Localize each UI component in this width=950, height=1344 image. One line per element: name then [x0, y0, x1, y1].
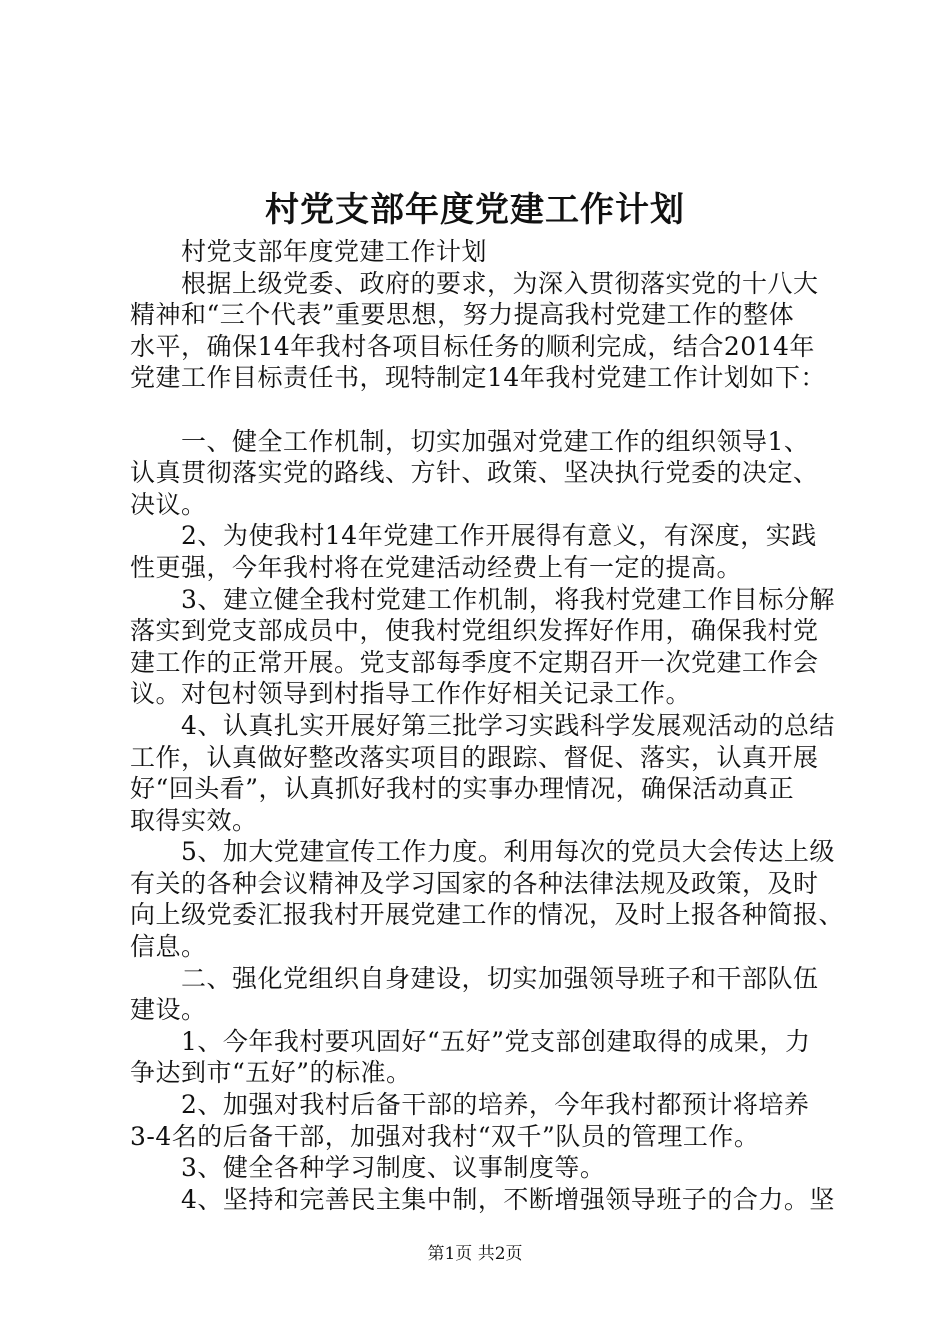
- body-line: 4、坚持和完善民主集中制，不断增强领导班子的合力。坚: [130, 1184, 835, 1214]
- body-line: 3-4名的后备干部，加强对我村“双千”队员的管理工作。: [130, 1121, 760, 1151]
- body-line: 水平，确保14年我村各项目标任务的顺利完成，结合2014年: [130, 331, 815, 361]
- body-line: 精神和“三个代表”重要思想，努力提高我村党建工作的整体: [130, 300, 795, 330]
- body-line: 有关的各种会议精神及学习国家的各种法律法规及政策，及时: [130, 868, 819, 898]
- body-line: 认真贯彻落实党的路线、方针、政策、坚决执行党委的决定、: [130, 458, 819, 488]
- body-line: 4、认真扎实开展好第三批学习实践科学发展观活动的总结: [130, 710, 835, 740]
- body-line: 议。对包村领导到村指导工作作好相关记录工作。: [130, 679, 692, 709]
- body-line: 3、健全各种学习制度、议事制度等。: [130, 1153, 606, 1183]
- body-line: 工作，认真做好整改落实项目的跟踪、督促、落实，认真开展: [130, 742, 819, 772]
- body-line: 一、健全工作机制，切实加强对党建工作的组织领导1、: [130, 426, 810, 456]
- body-line: 性更强，今年我村将在党建活动经费上有一定的提高。: [130, 552, 743, 582]
- body-line: 争达到市“五好”的标准。: [130, 1058, 412, 1088]
- body-line: 建设。: [130, 995, 207, 1025]
- document-title: 村党支部年度党建工作计划: [265, 190, 685, 230]
- body-line: 村党支部年度党建工作计划: [130, 237, 488, 266]
- body-line: 好“回头看”，认真抓好我村的实事办理情况，确保活动真正: [130, 774, 795, 804]
- body-line: 决议。: [130, 489, 207, 519]
- body-line: 5、加大党建宣传工作力度。利用每次的党员大会传达上级: [130, 837, 835, 867]
- body-line: 信息。: [130, 932, 207, 962]
- blank-line: [130, 394, 830, 426]
- body-line: 根据上级党委、政府的要求，为深入贯彻落实党的十八大: [130, 268, 819, 298]
- body-line: 党建工作目标责任书，现特制定14年我村党建工作计划如下：: [130, 363, 826, 393]
- body-line: 向上级党委汇报我村开展党建工作的情况，及时上报各种简报、: [130, 900, 845, 930]
- body-line: 1、今年我村要巩固好“五好”党支部创建取得的成果，力: [130, 1026, 811, 1056]
- document-body: [130, 236, 845, 1215]
- body-line: 取得实效。: [130, 805, 258, 835]
- body-line: 二、强化党组织自身建设，切实加强领导班子和干部队伍: [130, 963, 819, 993]
- body-line: 2、加强对我村后备干部的培养，今年我村都预计将培养: [130, 1090, 810, 1120]
- page-footer: 第1页 共2页: [427, 1244, 523, 1264]
- body-line: 建工作的正常开展。党支部每季度不定期召开一次党建工作会: [130, 647, 819, 677]
- body-line: 2、为使我村14年党建工作开展得有意义，有深度，实践: [130, 521, 817, 551]
- body-line: 落实到党支部成员中，使我村党组织发挥好作用，确保我村党: [130, 616, 819, 646]
- body-line: 3、建立健全我村党建工作机制，将我村党建工作目标分解: [130, 584, 835, 614]
